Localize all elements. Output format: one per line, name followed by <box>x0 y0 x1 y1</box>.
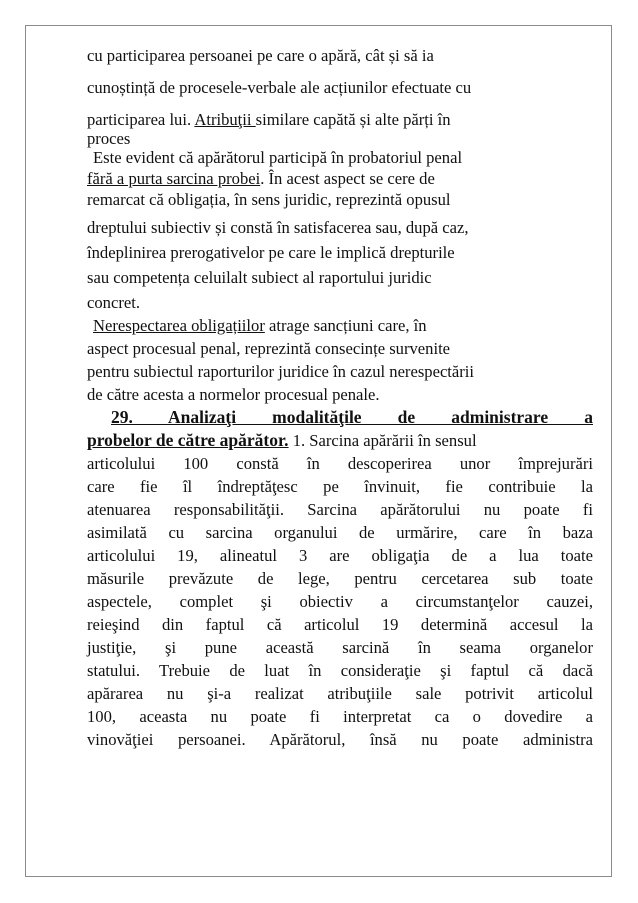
text-line: Nerespectarea obligațiilor atrage sancțiuni care, în <box>93 316 427 335</box>
text-line: 100, aceasta nu poate fi interpretat ca o dovedire a <box>87 707 593 726</box>
text-line: care fie îl îndreptăţesc pe învinuit, fie contribuie la <box>87 477 593 496</box>
underlined-term: Atribuţii <box>194 110 256 129</box>
text-line: pentru subiectul raporturilor juridice în cazul nerespectării <box>87 362 475 381</box>
text-line: justiţie, şi pune această sarcină în seama organelor <box>87 638 593 657</box>
text-line: concret. <box>87 293 140 312</box>
text-line: fără a purta sarcina probei. În acest aspect se cere de <box>87 169 435 188</box>
text-line: de către acesta a normelor procesual penale. <box>87 385 380 404</box>
section-heading: probelor de către apărător. <box>87 430 289 450</box>
text-line: articolului 19, alineatul 3 are obligaţia de a lua toate <box>87 546 593 565</box>
text-line: cu participarea persoanei pe care o apără, cât și să ia <box>87 46 434 65</box>
text-line: atenuarea responsabilităţii. Sarcina apărătorului nu poate fi <box>87 500 593 519</box>
text-line: probelor de către apărător. 1. Sarcina apărării în sensul <box>87 430 477 450</box>
text-line: participarea lui. Atribuţii similare capătă și alte părți în <box>87 110 451 129</box>
text-line: vinovăţiei persoanei. Apărătorul, însă nu poate administra <box>87 730 593 749</box>
text-line: sau competența celuilalt subiect al raportului juridic <box>87 268 432 287</box>
underlined-term: Nerespectarea obligațiilor <box>93 316 265 335</box>
text-line: Este evident că apărătorul participă în probatoriul penal <box>93 148 463 167</box>
underlined-term: fără a purta sarcina probei <box>87 169 261 188</box>
text-line: apărarea nu şi-a realizat atribuţiile sale potrivit articolul <box>87 684 593 703</box>
text-line: asimilată cu sarcina organului de urmărire, care în baza <box>87 523 593 542</box>
text-line: proces <box>87 129 131 148</box>
document-text <box>87 46 593 749</box>
text-line: aspectele, complet şi obiectiv a circumstanţelor cauzei, <box>87 592 593 611</box>
text-line: îndeplinirea prerogativelor pe care le implică drepturile <box>87 243 455 262</box>
section-heading: 29. Analizaţi modalităţile de administrare a <box>111 407 593 427</box>
text-line: dreptului subiectiv și constă în satisfacerea sau, după caz, <box>87 218 469 237</box>
text-line: statului. Trebuie de luat în consideraţie şi faptul că dacă <box>87 661 593 680</box>
text-line: articolului 100 constă în descoperirea unor împrejurări <box>87 454 593 473</box>
text-line: măsurile prevăzute de lege, pentru cercetarea sub toate <box>87 569 593 588</box>
text-line: cunoștință de procesele-verbale ale acțiunilor efectuate cu <box>87 78 472 97</box>
text-line: reieşind din faptul că articolul 19 determină accesul la <box>87 615 593 634</box>
text-line: remarcat că obligația, în sens juridic, reprezintă opusul <box>87 190 451 209</box>
text-line: aspect procesual penal, reprezintă consecințe survenite <box>87 339 451 358</box>
